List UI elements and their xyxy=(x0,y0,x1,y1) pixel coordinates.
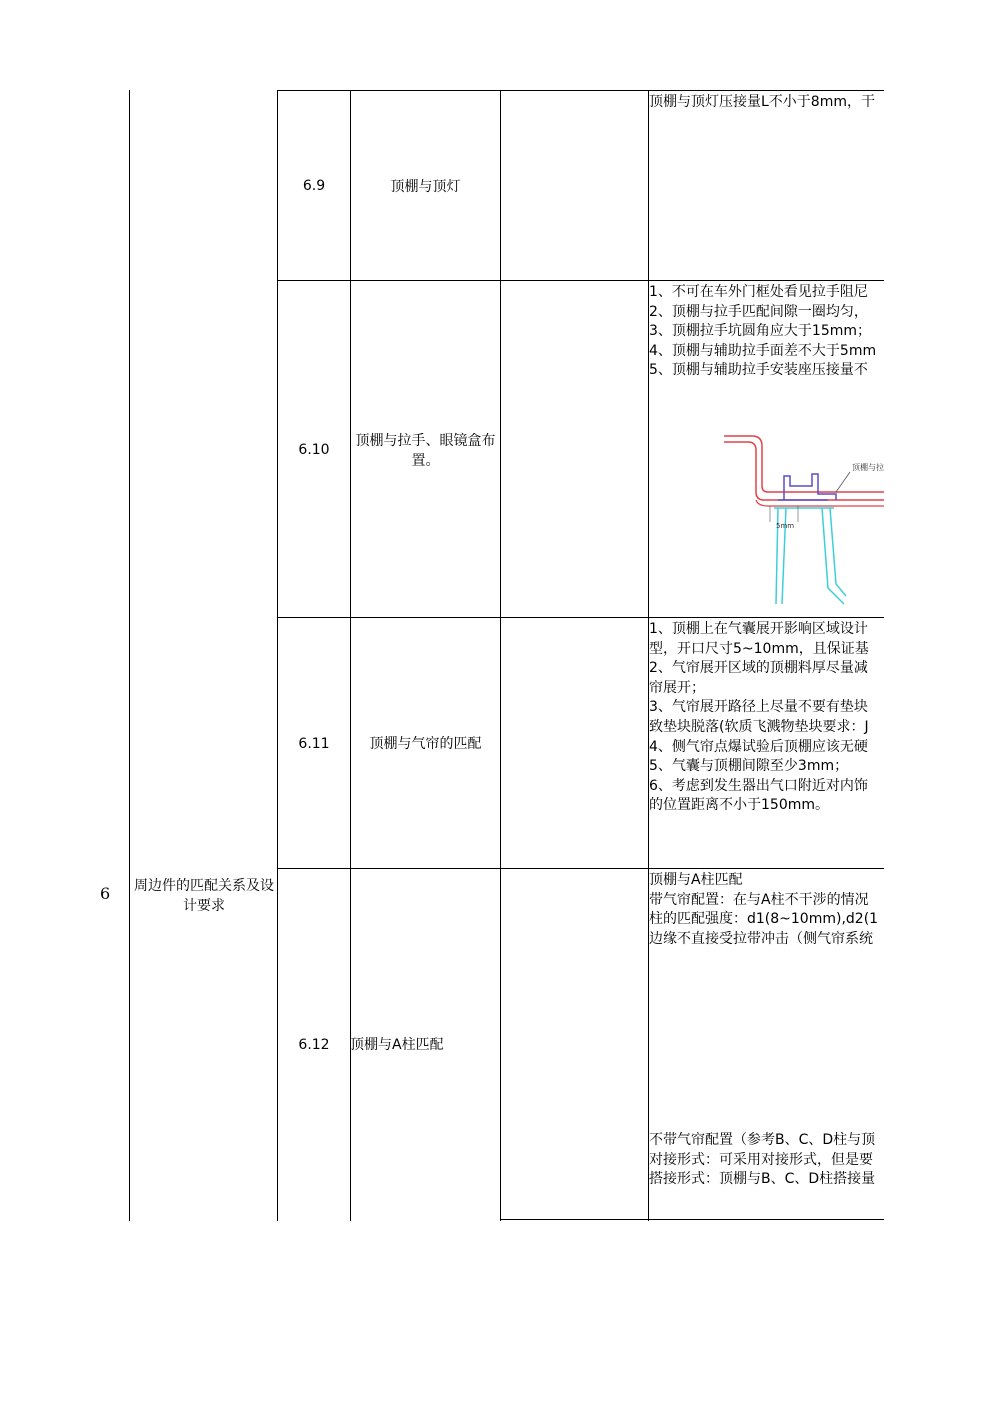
req-line: 顶棚与顶灯压接量L不小于8mm，干 xyxy=(649,94,875,110)
row-req-6-9 xyxy=(649,93,884,113)
req-line: 边缘不直接受拉带冲击（侧气帘系统 xyxy=(649,930,873,947)
section-number: 6 xyxy=(100,884,111,903)
req-line: 带气帘配置：在与A柱不干涉的情况 xyxy=(649,891,869,908)
req-line: 对接形式：可采用对接形式，但是要 xyxy=(649,1151,873,1168)
req-line: 帘展开； xyxy=(649,679,705,696)
row-divider-6-10 xyxy=(277,617,884,618)
row-req-6-10 xyxy=(649,283,884,381)
req-line: 顶棚与A柱匹配 xyxy=(649,872,743,888)
row-name-6-12: 顶棚与A柱匹配 xyxy=(350,1037,444,1053)
req-line: 4、侧气帘点爆试验后顶棚应该无硬 xyxy=(649,738,868,755)
req-line: 5、顶棚与辅助拉手安装座压接量不 xyxy=(649,362,868,379)
row-id-6-10: 6.10 xyxy=(298,442,330,458)
req-line: 型，开口尺寸5~10mm，且保证基 xyxy=(649,640,869,657)
req-line: 柱的匹配强度：d1(8~10mm),d2(1 xyxy=(649,911,879,928)
table-border-left xyxy=(129,90,130,1221)
req-line: 2、顶棚与拉手匹配间隙一圈均匀， xyxy=(649,303,868,320)
row-name-text: 顶棚与拉手、眼镜盒布置。 xyxy=(355,433,496,469)
req-line: 不带气帘配置（参考B、C、D柱与顶 xyxy=(649,1132,876,1148)
req-line: 致垫块脱落(软质飞溅物垫块要求：J xyxy=(649,718,869,735)
row-name-6-9: 顶棚与顶灯 xyxy=(390,179,461,195)
table-border-bottom xyxy=(500,1219,884,1220)
row-id-6-12: 6.12 xyxy=(298,1037,330,1053)
grab-handle-diagram xyxy=(724,428,884,608)
req-line: 1、顶棚上在气囊展开影响区域设计 xyxy=(649,621,868,637)
row-divider-6-9 xyxy=(277,280,884,281)
req-line: 3、气帘展开路径上尽量不要有垫块 xyxy=(649,699,868,716)
req-line: 的位置距离不小于150mm。 xyxy=(649,797,829,814)
req-line: 1、不可在车外门框处看见拉手阻尼 xyxy=(649,284,868,300)
grab-handle-diagram-svg xyxy=(724,428,884,608)
row-req-6-11 xyxy=(649,620,884,816)
req-line: 5、气囊与顶棚间隙至少3mm； xyxy=(649,758,849,775)
req-line: 3、顶棚拉手坑圆角应大于15mm； xyxy=(649,323,871,340)
row-req-6-12-top xyxy=(649,871,884,949)
row-divider-6-11 xyxy=(277,868,884,869)
row-name-6-11: 顶棚与气帘的匹配 xyxy=(369,736,482,752)
req-line: 6、考虑到发生器出气口附近对内饰 xyxy=(649,777,868,794)
table-border-top xyxy=(277,90,884,91)
row-id-6-11: 6.11 xyxy=(298,736,330,752)
row-name-6-10 xyxy=(351,431,500,471)
req-line: 搭接形式：顶棚与B、C、D柱搭接量 xyxy=(649,1171,876,1188)
table-divider-name xyxy=(500,90,501,1221)
req-line: 2、气帘展开区域的顶棚料厚尽量减 xyxy=(649,660,868,677)
req-line: 4、顶棚与辅助拉手面差不大于5mm xyxy=(649,342,877,359)
diagram-label: 顶棚与拉 xyxy=(852,463,884,472)
row-req-6-12-bottom xyxy=(649,1131,884,1190)
row-id-6-9: 6.9 xyxy=(302,178,326,194)
section-title: 周边件的匹配关系及设计要求 xyxy=(134,878,274,914)
diagram-dim: 5mm xyxy=(776,522,795,530)
